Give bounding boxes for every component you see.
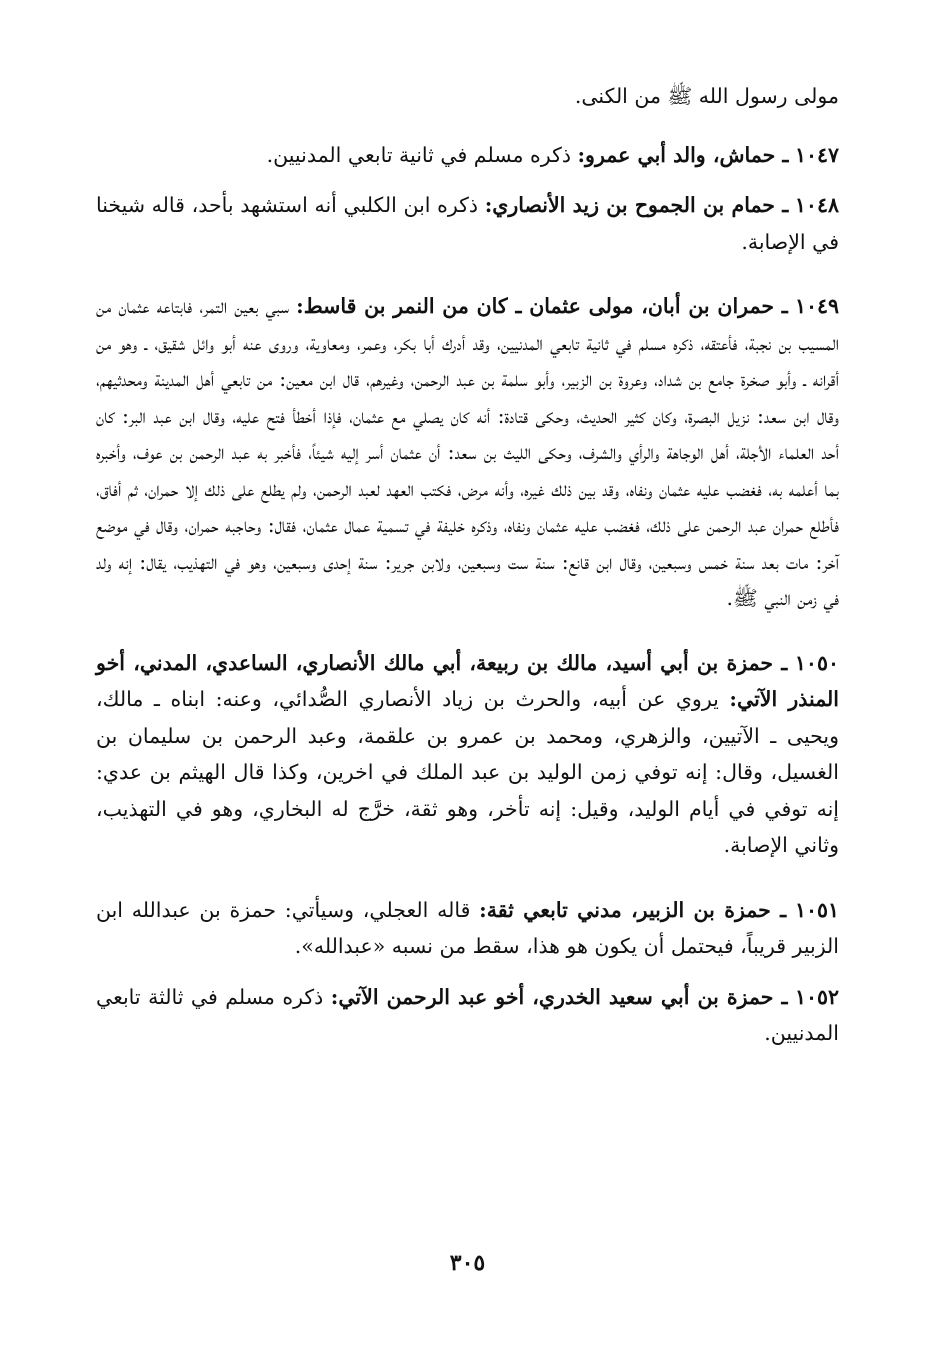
entry-number: ١٠٥١ (794, 897, 839, 922)
entry-1047: ١٠٤٧ ـ حماش، والد أبي عمرو: ذكره مسلم في ثانية تابعي المدنيين. (266, 142, 839, 167)
entry-heading: حمزة بن الزبير، مدني تابعي ثقة: (479, 897, 771, 922)
page-number: ٣٠٥ (449, 1250, 486, 1276)
entry-text: ذكره ابن الكلبي أنه استشهد بأحد، قاله شيخنا في الإصابة. (96, 193, 839, 254)
entry-1049: ١٠٤٩ ـ حمران بن أبان، مولى عثمان ـ كان من النمر بن قاسط: سبي بعين التمر، فابتاعه عثمان من المسيب بن نجبة، فأعتقه، ذكره مسلم في ثانية تابعي المدنيين، وقد أدرك أبا بكر، وعمر، ومعاوية، وروى عنه أبو وائل شقيق، ـ وهو من أقرانه ـ وأبو صخرة جامع بن شداد، وعروة بن الزبير، وأبو سلمة بن عبد الرحمن، وغيرهم، قال ابن معين: من تابعي أهل المدينة ومحدثيهم، وقال ابن سعد: نزيل البصرة، وكان كثير الحديث، وحكى قتادة: أنه كان يصلي مع عثمان، فإذا أخطأ فتح عليه، وقال ابن عبد البر: كان أحد العلماء الأجلة، أهل الوجاهة والرأي والشرف، وحكى الليث بن سعد: أن عثمان أسر إليه شيئاً، فأخبر به عبد الرحمن بن عوف، وأخبره بما أعلمه به، فغضب عليه عثمان ونفاه، وقد بين ذلك غيره، وأنه مرض، فكتب العهد لعبد الرحمن، ولم يطلع على ذلك إلا حمران، ثم أفاق، فأطلع حمران عبد الرحمن على ذلك، فغضب عليه عثمان ونفاه، وذكره خليفة في تسمية عمال عثمان، فقال: وحاجبه حمران، وقال في موضع آخر: مات بعد سنة خمس وسبعين، وقال ابن قانع: سنة ست وسبعين، ولابن جرير: سنة إحدى وسبعين، وهو في التهذيب، يقال: إنه ولد في زمن النبي ﷺ. (96, 294, 839, 610)
entry-heading: حمام بن الجموح بن زيد الأنصاري: (484, 193, 775, 217)
entry-1048: ١٠٤٨ ـ حمام بن الجموح بن زيد الأنصاري: ذكره ابن الكلبي أنه استشهد بأحد، قاله شيخنا في الإصابة. (96, 193, 839, 254)
entry-1052: ١٠٥٢ ـ حمزة بن أبي سعيد الخدري، أخو عبد الرحمن الآتي: ذكره مسلم في ثالثة تابعي المدنيين. (96, 984, 839, 1045)
entry-heading: حمزة بن أبي أسيد، مالك بن ربيعة، أبي مالك الأنصاري، الساعدي، المدني، أخو المنذر الآتي: (96, 650, 839, 711)
entry-number: ١٠٤٨ (794, 193, 839, 217)
entry-text: قاله العجلي، وسيأتي: حمزة بن عبدالله ابن الزبير قريباً، فيحتمل أن يكون هو هذا، سقط من نسبه «عبدالله». (96, 897, 839, 958)
entry-text: سبي بعين التمر، فابتاعه عثمان من المسيب بن نجبة، فأعتقه، ذكره مسلم في ثانية تابعي المدنيين، وقد أدرك أبا بكر، وعمر، ومعاوية، وروى عنه أبو وائل شقيق، ـ وهو من أقرانه ـ وأبو صخرة جامع بن شداد، وعروة بن الزبير، وأبو سلمة بن عبد الرحمن، وغيرهم، قال ابن معين: من تابعي أهل المدينة ومحدثيهم، وقال ابن سعد: نزيل البصرة، وكان كثير الحديث، وحكى قتادة: أنه كان يصلي مع عثمان، فإذا أخطأ فتح عليه، وقال ابن عبد البر: كان أحد العلماء الأجلة، أهل الوجاهة والرأي والشرف، وحكى الليث بن سعد: أن عثمان أسر إليه شيئاً، فأخبر به عبد الرحمن بن عوف، وأخبره بما أعلمه به، فغضب عليه عثمان ونفاه، وقد بين ذلك غيره، وأنه مرض، فكتب العهد لعبد الرحمن، ولم يطلع على ذلك إلا حمران، ثم أفاق، فأطلع حمران عبد الرحمن على ذلك، فغضب عليه عثمان ونفاه، وذكره خليفة في تسمية عمال عثمان، فقال: وحاجبه حمران، وقال في موضع آخر: مات بعد سنة خمس وسبعين، وقال ابن قانع: سنة ست وسبعين، ولابن جرير: سنة إحدى وسبعين، وهو في التهذيب، يقال: إنه ولد في زمن النبي ﷺ. (96, 294, 839, 610)
entry-heading: حمزة بن أبي سعيد الخدري، أخو عبد الرحمن الآتي: (330, 984, 774, 1009)
entry-number: ١٠٥٢ (794, 984, 839, 1009)
entry-text: ذكره مسلم في ثالثة تابعي المدنيين. (96, 984, 839, 1045)
entry-heading: حمران بن أبان، مولى عثمان ـ كان من النمر بن قاسط: (296, 294, 774, 318)
entry-text: ذكره مسلم في ثانية تابعي المدنيين. (266, 142, 571, 167)
entry-number: ١٠٥٠ (794, 650, 839, 675)
page-body (96, 78, 839, 1052)
entry-1050: ١٠٥٠ ـ حمزة بن أبي أسيد، مالك بن ربيعة، أبي مالك الأنصاري، الساعدي، المدني، أخو المنذر الآتي: يروي عن أبيه، والحرث بن زياد الأنصاري الصُّدائي، وعنه: ابناه ـ مالك، ويحيى ـ الآتيين، والزهري، ومحمد بن عمرو بن علقمة، وعبد الرحمن بن سليمان بن الغسيل، وقال: إنه توفي زمن الوليد بن عبد الملك في اخرين، وكذا قال الهيثم بن عدي: إنه توفي في أيام الوليد، وقيل: إنه تأخر، وهو ثقة، خرَّج له البخاري، وهو في التهذيب، وثاني الإصابة. (96, 650, 839, 857)
continuation-line (96, 78, 839, 115)
continuation-text: مولى رسول الله ﷺ من الكنى. (574, 84, 839, 108)
entry-number: ١٠٤٩ (794, 294, 839, 318)
entry-1051: ١٠٥١ ـ حمزة بن الزبير، مدني تابعي ثقة: قاله العجلي، وسيأتي: حمزة بن عبدالله ابن الزبير قريباً، فيحتمل أن يكون هو هذا، سقط من نسبه «عبدالله». (96, 897, 839, 958)
entry-text: يروي عن أبيه، والحرث بن زياد الأنصاري الصُّدائي، وعنه: ابناه ـ مالك، ويحيى ـ الآتيين، والزهري، ومحمد بن عمرو بن علقمة، وعبد الرحمن بن سليمان بن الغسيل، وقال: إنه توفي زمن الوليد بن عبد الملك في اخرين، وكذا قال الهيثم بن عدي: إنه توفي في أيام الوليد، وقيل: إنه تأخر، وهو ثقة، خرَّج له البخاري، وهو في التهذيب، وثاني الإصابة. (96, 687, 839, 857)
entry-heading: حماش، والد أبي عمرو: (577, 142, 776, 167)
entry-number: ١٠٤٧ (794, 142, 839, 167)
